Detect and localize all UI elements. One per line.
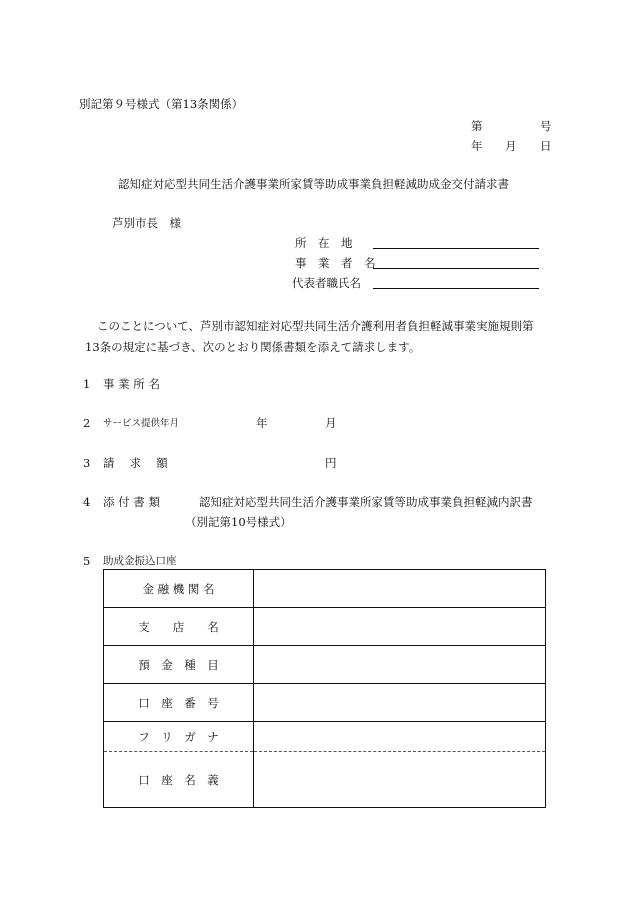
table-row [104, 570, 546, 608]
account-holder-label: 口 座 名 義 [104, 752, 254, 808]
table-row [104, 752, 546, 808]
business-name-field[interactable] [373, 268, 539, 269]
business-name-label: 事 業 者 名 [295, 256, 376, 270]
document-title: 認知症対応型共同生活介護事業所家賃等助成事業負担軽減助成金交付請求書 [118, 177, 509, 191]
number-prefix: 第 [471, 119, 483, 133]
item-4-number: 4 [83, 495, 91, 509]
date-year-label: 年 [471, 139, 483, 153]
table-row [104, 646, 546, 684]
body-text-line-2: 13条の規定に基づき、次のとおり関係書類を添えて請求します。 [85, 340, 421, 354]
address-field[interactable] [373, 248, 539, 249]
item-4-document-form: （別記第10号様式） [185, 515, 292, 529]
item-2-label: サービス提供年月 [103, 418, 180, 429]
furigana-label: フ リ ガ ナ [104, 722, 254, 752]
deposit-type-label: 預 金 種 目 [104, 646, 254, 684]
account-number-label: 口 座 番 号 [104, 684, 254, 722]
item-2-month-label: 月 [325, 416, 337, 430]
bank-account-table [103, 569, 546, 808]
furigana-field[interactable] [254, 722, 546, 752]
item-3-number: 3 [83, 456, 91, 470]
number-suffix: 号 [540, 119, 552, 133]
table-row [104, 608, 546, 646]
item-3-unit: 円 [325, 456, 337, 470]
branch-label: 支 店 名 [104, 608, 254, 646]
branch-field[interactable] [254, 608, 546, 646]
account-number-field[interactable] [254, 684, 546, 722]
item-1-number: 1 [83, 377, 91, 391]
item-2-year-label: 年 [256, 416, 268, 430]
financial-institution-label: 金 融 機 関 名 [104, 570, 254, 608]
item-3-label: 請 求 額 [103, 456, 168, 470]
date-month-label: 月 [505, 139, 517, 153]
form-label: 別記第９号様式（第13条関係） [79, 97, 244, 111]
body-text-line-1: このことについて、芦別市認知症対応型共同生活介護利用者負担軽減事業実施規則第 [97, 319, 534, 333]
table-row [104, 722, 546, 752]
financial-institution-field[interactable] [254, 570, 546, 608]
item-1-label: 事 業 所 名 [103, 377, 160, 391]
table-row [104, 684, 546, 722]
representative-label: 代表者職氏名 [292, 276, 361, 290]
date-day-label: 日 [540, 139, 552, 153]
item-2-number: 2 [83, 416, 91, 430]
address-label: 所 在 地 [295, 236, 353, 250]
representative-field[interactable] [373, 288, 539, 289]
account-holder-field[interactable] [254, 752, 546, 808]
addressee: 芦別市長 様 [112, 216, 181, 230]
item-4-label: 添 付 書 類 [103, 495, 160, 509]
item-4-document-name: 認知症対応型共同生活介護事業所家賃等助成事業負担軽減内訳書 [199, 495, 533, 509]
item-5-number: 5 [83, 554, 91, 568]
item-5-label: 助成金振込口座 [103, 555, 177, 567]
deposit-type-field[interactable] [254, 646, 546, 684]
